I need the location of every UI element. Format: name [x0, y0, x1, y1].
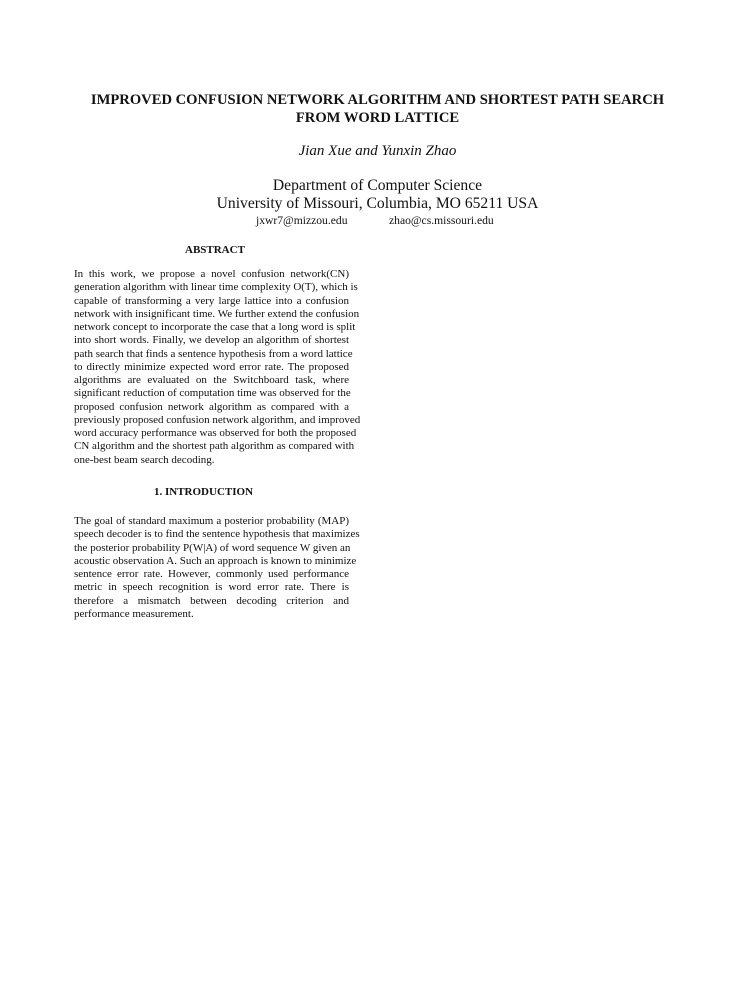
authors: Jian Xue and Yunxin Zhao	[298, 143, 457, 159]
text-line: one-best beam search decoding.	[74, 453, 215, 466]
text-line: sentence error rate. However, commonly used performance	[74, 568, 349, 580]
text-line: significant reduction of computation time was observed for the	[74, 387, 351, 400]
paper-title	[0, 91, 755, 127]
department: Department of Computer Science	[272, 177, 483, 194]
text-line: word accuracy performance was observed for both the proposed	[74, 427, 357, 439]
affiliation	[0, 177, 755, 213]
text-line: generation algorithm with linear time complexity O(T), which is	[74, 281, 358, 294]
text-line: the posterior probability P(W|A) of word sequence W given an	[74, 541, 351, 554]
text-line: network with insignificant time. We further extend the confusion	[74, 307, 360, 320]
email: zhao@cs.missouri.edu	[389, 214, 494, 227]
text-line: capable of transforming a very large lattice into a confusion	[74, 294, 349, 307]
text-line: acoustic observation A. Such an approach is known to minimize	[74, 554, 357, 567]
text-line: previously proposed confusion network algorithm, and improved	[74, 413, 361, 426]
abstract-body	[74, 268, 361, 467]
text-line: into short words. Finally, we develop an algorithm of shortest	[74, 334, 349, 347]
text-line: proposed confusion network algorithm as compared with a	[74, 400, 349, 413]
title-line: FROM WORD LATTICE	[295, 110, 460, 126]
email: jxwr7@mizzou.edu	[256, 214, 348, 227]
text-line: therefore a mismatch between decoding criterion and	[74, 594, 349, 607]
text-line: to directly minimize expected word error rate. The proposed	[74, 360, 349, 373]
university: University of Missouri, Columbia, MO 65211 USA	[216, 195, 539, 212]
title-line: IMPROVED CONFUSION NETWORK ALGORITHM AND SHORTEST PATH SEARCH	[90, 92, 665, 108]
text-line: performance measurement.	[74, 607, 194, 620]
text-line: CN algorithm and the shortest path algorithm as compared with	[74, 440, 355, 453]
text-line: algorithms are evaluated on the Switchboard task, where	[74, 374, 349, 386]
introduction-heading: 1. INTRODUCTION	[154, 486, 254, 498]
text-line: speech decoder is to find the sentence hypothesis that maximizes	[74, 528, 360, 541]
introduction-body	[74, 515, 360, 621]
text-line: path search that finds a sentence hypothesis from a word lattice	[74, 347, 353, 360]
text-line: network concept to incorporate the case that a long word is split	[74, 321, 356, 333]
text-line: metric in speech recognition is word error rate. There is	[74, 581, 349, 594]
text-line: The goal of standard maximum a posterior probability (MAP)	[74, 515, 349, 527]
abstract-heading: ABSTRACT	[185, 244, 245, 256]
text-line: In this work, we propose a novel confusion network(CN)	[74, 268, 349, 280]
